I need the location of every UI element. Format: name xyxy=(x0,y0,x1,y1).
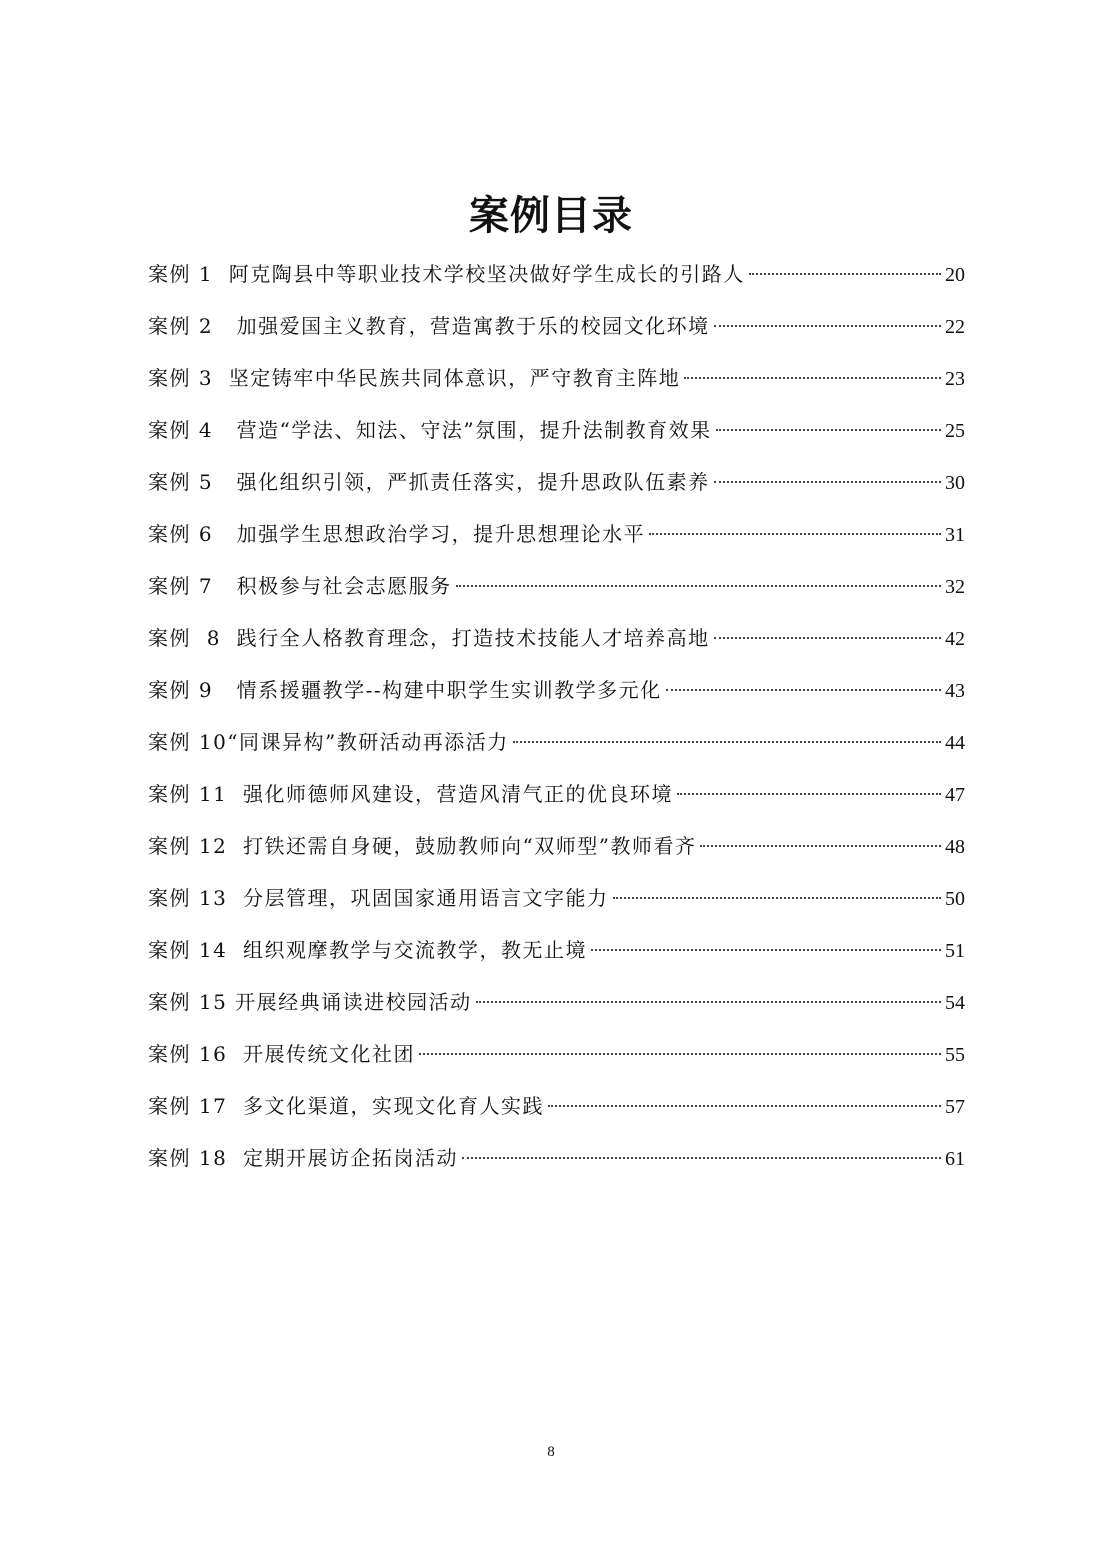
toc-entry-title: 案例 4 营造“学法、知法、守法”氛围，提升法制教育效果 xyxy=(148,418,712,442)
dot-leader xyxy=(613,895,941,899)
toc-entry-page: 54 xyxy=(945,992,965,1014)
toc-entry-title: 案例 16 开展传统文化社团 xyxy=(148,1042,416,1066)
toc-entry[interactable] xyxy=(148,256,965,308)
dot-leader xyxy=(649,531,941,535)
toc-entry-title: 案例 7 积极参与社会志愿服务 xyxy=(148,574,452,598)
dot-leader xyxy=(716,427,941,431)
page-number: 8 xyxy=(547,1444,555,1460)
toc-entry[interactable] xyxy=(148,776,965,828)
toc-entry-page: 43 xyxy=(945,680,965,702)
dot-leader xyxy=(462,1155,941,1159)
page-title: 案例目录 xyxy=(469,192,633,239)
toc-entry-page: 20 xyxy=(945,264,965,286)
toc-entry-page: 57 xyxy=(945,1096,965,1118)
toc-entry-page: 23 xyxy=(945,368,965,390)
toc-entry-page: 61 xyxy=(945,1148,965,1170)
toc-entry[interactable] xyxy=(148,828,965,880)
toc-entry-title: 案例 17 多文化渠道，实现文化育人实践 xyxy=(148,1094,545,1118)
toc-entry-title: 案例 12 打铁还需自身硬，鼓励教师向“双师型”教师看齐 xyxy=(148,834,697,858)
dot-leader xyxy=(591,947,941,951)
toc-entry-title: 案例 6 加强学生思想政治学习，提升思想理论水平 xyxy=(148,522,646,546)
dot-leader xyxy=(714,635,941,639)
toc-entry-title: 案例 8 践行全人格教育理念，打造技术技能人才培养高地 xyxy=(148,626,710,650)
toc-entry[interactable] xyxy=(148,672,965,724)
toc-entry[interactable] xyxy=(148,516,965,568)
toc-entry-title: 案例 15 开展经典诵读进校园活动 xyxy=(148,990,472,1014)
table-of-contents xyxy=(148,256,965,1192)
dot-leader xyxy=(700,843,941,847)
toc-entry-title: 案例 5 强化组织引领，严抓责任落实，提升思政队伍素养 xyxy=(148,470,710,494)
toc-entry-page: 30 xyxy=(945,472,965,494)
dot-leader xyxy=(548,1103,941,1107)
toc-entry-page: 51 xyxy=(945,940,965,962)
toc-entry[interactable] xyxy=(148,1140,965,1192)
dot-leader xyxy=(677,791,941,795)
toc-entry-page: 32 xyxy=(945,576,965,598)
toc-entry-page: 31 xyxy=(945,524,965,546)
dot-leader xyxy=(749,271,941,275)
toc-entry-title: 案例 11 强化师德师风建设，营造风清气正的优良环境 xyxy=(148,782,674,806)
toc-entry-page: 55 xyxy=(945,1044,965,1066)
toc-entry[interactable] xyxy=(148,568,965,620)
toc-entry[interactable] xyxy=(148,360,965,412)
dot-leader xyxy=(666,687,941,691)
toc-entry-title: 案例 9 情系援疆教学--构建中职学生实训教学多元化 xyxy=(148,678,662,702)
toc-entry-page: 48 xyxy=(945,836,965,858)
toc-entry-page: 44 xyxy=(945,732,965,754)
toc-entry-title: 案例 13 分层管理，巩固国家通用语言文字能力 xyxy=(148,886,609,910)
toc-entry[interactable] xyxy=(148,932,965,984)
toc-entry-page: 50 xyxy=(945,888,965,910)
dot-leader xyxy=(456,583,941,587)
dot-leader xyxy=(684,375,941,379)
toc-entry-title: 案例 18 定期开展访企拓岗活动 xyxy=(148,1146,459,1170)
toc-entry-page: 42 xyxy=(945,628,965,650)
toc-entry-title: 案例 10“同课异构”教研活动再添活力 xyxy=(148,730,509,754)
dot-leader xyxy=(476,999,941,1003)
toc-entry-title: 案例 2 加强爱国主义教育，营造寓教于乐的校园文化环境 xyxy=(148,314,710,338)
toc-entry-page: 25 xyxy=(945,420,965,442)
dot-leader xyxy=(714,479,941,483)
toc-entry-title: 案例 1 阿克陶县中等职业技术学校坚决做好学生成长的引路人 xyxy=(148,262,745,286)
toc-entry-title: 案例 14 组织观摩教学与交流教学，教无止境 xyxy=(148,938,588,962)
toc-entry-title: 案例 3 坚定铸牢中华民族共同体意识，严守教育主阵地 xyxy=(148,366,681,390)
toc-entry[interactable] xyxy=(148,308,965,360)
toc-entry-page: 47 xyxy=(945,784,965,806)
dot-leader xyxy=(419,1051,941,1055)
toc-entry-page: 22 xyxy=(945,316,965,338)
toc-entry[interactable] xyxy=(148,1088,965,1140)
toc-entry[interactable] xyxy=(148,880,965,932)
toc-entry[interactable] xyxy=(148,724,965,776)
dot-leader xyxy=(513,739,941,743)
toc-entry[interactable] xyxy=(148,984,965,1036)
toc-entry[interactable] xyxy=(148,1036,965,1088)
toc-entry[interactable] xyxy=(148,412,965,464)
dot-leader xyxy=(714,323,941,327)
toc-entry[interactable] xyxy=(148,620,965,672)
toc-entry[interactable] xyxy=(148,464,965,516)
